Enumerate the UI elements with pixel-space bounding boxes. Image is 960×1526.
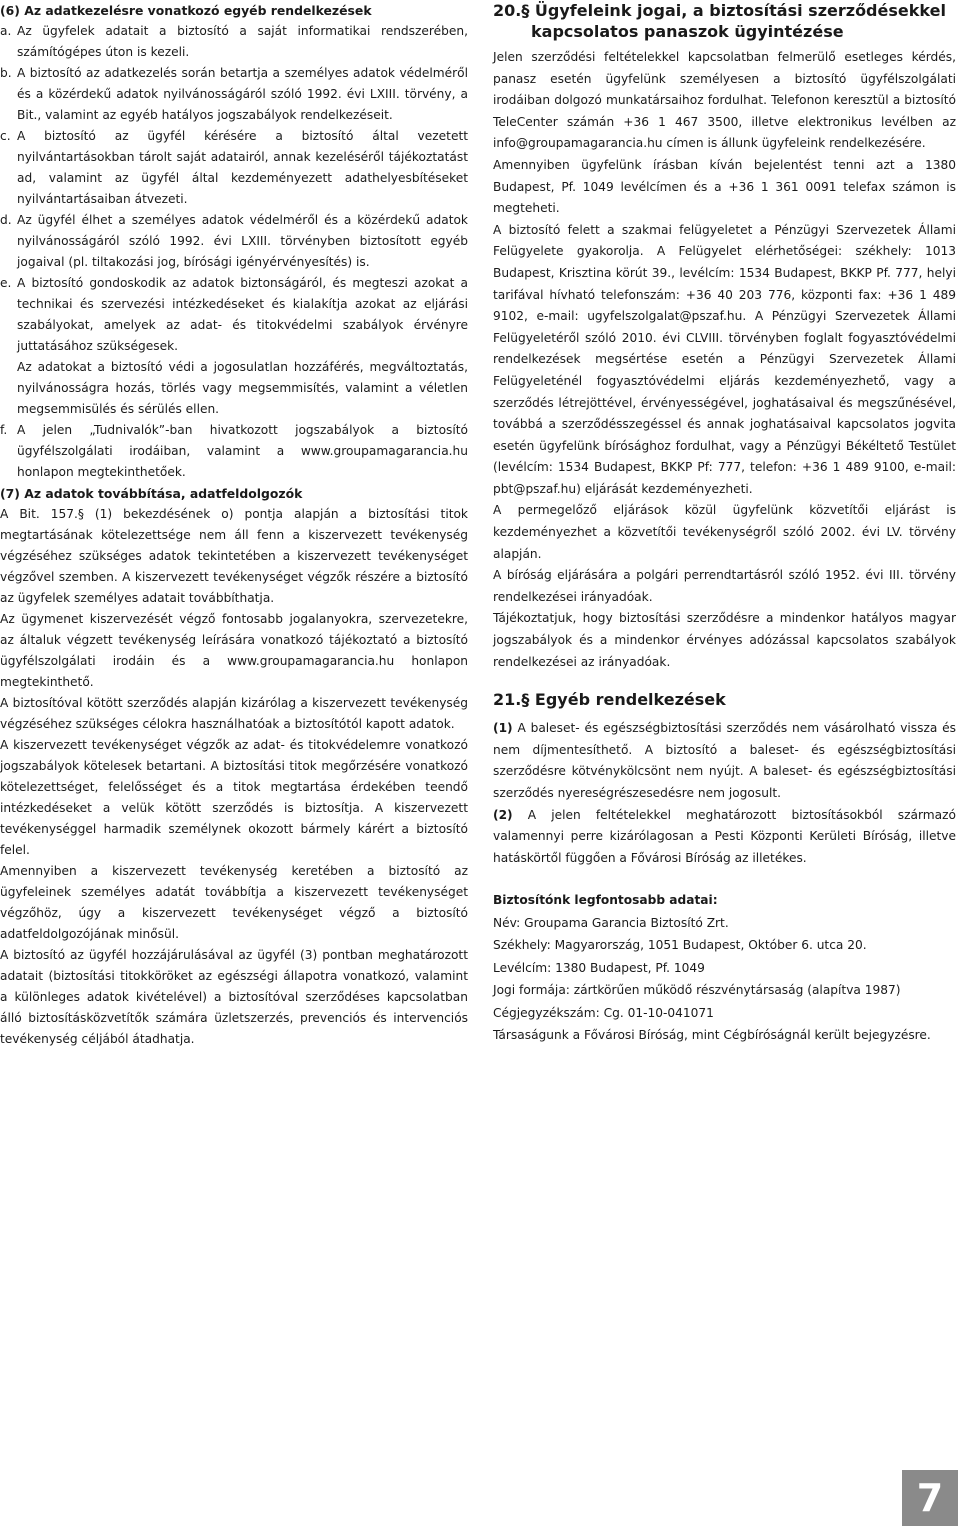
section-20-paragraph: A permegelőző eljárások közül ügyfelünk közvetítői eljárást is kezdeményezhet a közvetítői tevékenységről szóló 2002. évi LV. törvény alapján. xyxy=(493,503,956,561)
section-7-paragraph: A kiszervezett tevékenységet végzők az adat- és titokvédelemre vonatkozó jogszabályok kötelesek betartani. A biztosítási titok megőrzésére vonatkozó kötelezettséget, felelősséget és a titok megtartása érdekében teendő intézkedéseket a velük kötött szerződés is biztosítja. A kiszervezett tevékenységgel harmadik személynek okozott bármely kárért a biztosító felel. xyxy=(0,738,468,857)
section-7-title: (7) Az adatok továbbítása, adatfeldolgozók xyxy=(0,486,303,501)
paragraph-text: A jelen feltételekkel meghatározott biztosításokból származó valamennyi perre kizárólagosan a Pesti Központi Kerületi Bíróság, illetve hatáskörtől függően a Fővárosi Bíróság az illetékes. xyxy=(493,807,957,865)
company-info xyxy=(493,889,956,1047)
item-text: A jelen „Tudnivalók”-ban hivatkozott jogszabályok a biztosító ügyfélszolgálati irodáiban, valamint a www.groupamagarancia.hu honlapon megtekinthetőek. xyxy=(17,423,468,479)
company-info-line: Székhely: Magyarország, 1051 Budapest, Október 6. utca 20. xyxy=(493,938,867,953)
section-20-paragraph: Amennyiben ügyfelünk írásban kíván bejelentést tenni azt a 1380 Budapest, Pf. 1049 levélcímen és a +36 1 361 0091 telefax számon is megteheti. xyxy=(493,157,956,216)
item-label: e. xyxy=(0,276,12,290)
section-20-paragraph: A biztosító felett a szakmai felügyeletet a Pénzügyi Szervezetek Állami Felügyelete gyakorolja. A Felügyelet elérhetőségei: székhely: 1013 Budapest, Krisztina körút 39., levélcím: 1534 Budapest, BKKP Pf. 777, helyi tarifával hívható telefonszám: +36 40 203 776, központi fax: +36 1 489 9102, e-mail: ugyfelszolgalat@pszaf.hu. A Pénzügyi Szervezetek Állami Felügyeletéről szóló 2010. évi CLVIII. törvényben foglalt fogyasztóvédelmi rendelkezések megsértése esetén a Pénzügyi Szervezetek Állami Felügyeleténél fogyasztóvédelmi eljárás kezdeményezhető, vagy a szerződés létrejöttével, érvényességével, joghatásaival és megszűnésével, továbbá a szerződésszegéssel és annak joghatásaival kapcsolatos jogvita esetén ügyfelünk bírósághoz fordulhat, vagy a Pénzügyi Békéltető Testület (levélcím: 1534 Budapest, BKKP Pf: 777, telefon: +36 1 489 9100, e-mail: pbt@pszaf.hu) eljárását kezdeményezheti. xyxy=(493,222,956,496)
section-7-paragraph: A biztosító az ügyfél hozzájárulásával az ügyfél (3) pontban meghatározott adatait (biztosítási titokköröket az egészségi állapotra vonatkozó, valamint a különleges adatok kivételével) a biztosítóval szerződéses kapcsolatban álló biztosításközvetítők számára üzletszerzés, prevenciós és intervenciós tevékenység céljából átadhatja. xyxy=(0,948,468,1046)
section-7-paragraph: A Bit. 157.§ (1) bekezdésének o) pontja alapján a biztosítási titok megtartásának kötelezettsége nem áll fenn a kiszervezett tevékenység végzéséhez szükséges adatok tekintetében a kiszervezett tevékenységet végzővel szemben. A kiszervezett tevékenységet végzők részére a biztosító az ügyfelek személyes adatait továbbíthatja. xyxy=(0,507,468,605)
section-20-paragraph: A bíróság eljárására a polgári perrendtartásról szóló 1952. évi III. törvény rendelkezései irányadóak. xyxy=(493,568,956,604)
paragraph-text: A baleset- és egészségbiztosítási szerződés nem vásárolható vissza és nem díjmentesíthető. A biztosító a baleset- és egészségbiztosítási szerződésre kötvénykölcsönt nem nyújt. A baleset- és egészségbiztosítási szerződés nyereségrészesedésre nem jogosult. xyxy=(493,721,957,800)
item-label: d. xyxy=(0,213,12,227)
list-item xyxy=(0,126,468,210)
paragraph-number: (1) xyxy=(493,721,513,736)
item-label: b. xyxy=(0,66,12,80)
section-20-title xyxy=(493,0,956,42)
section-7-paragraph: Amennyiben a kiszervezett tevékenység keretében a biztosító az ügyfeleinek személyes adatát továbbítja a kiszervezett tevékenységet végzőhöz, úgy a kiszervezett tevékenységet végző a biztosító adatfeldolgozójának minősül. xyxy=(0,864,468,941)
section-7-paragraph: A biztosítóval kötött szerződés alapján kizárólag a kiszervezett tevékenység végzéséhez szükséges célokra használhatóak a biztosítótól kapott adatok. xyxy=(0,696,468,731)
list-item xyxy=(0,63,468,126)
right-column xyxy=(493,0,956,1047)
item-text: Az ügyfelek adatait a biztosító a saját informatikai rendszerében, számítógépes úton is kezeli. xyxy=(17,24,468,59)
list-item xyxy=(0,210,468,273)
company-info-title: Biztosítónk legfontosabb adatai: xyxy=(493,893,718,908)
company-info-line: Cégjegyzékszám: Cg. 01-10-041071 xyxy=(493,1005,714,1020)
item-label: f. xyxy=(0,423,8,437)
section-6-title: (6) Az adatkezelésre vonatkozó egyéb rendelkezések xyxy=(0,3,372,18)
section-21-title: 21.§ Egyéb rendelkezések xyxy=(493,690,726,710)
item-text: Az ügyfél élhet a személyes adatok védelméről és a közérdekű adatok nyilvánosságáról szóló 1992. évi LXIII. törvényben biztosított egyéb jogaival (pl. tiltakozási jog, bírósági igényérvényesítés) is. xyxy=(17,213,468,269)
list-item xyxy=(0,420,468,483)
item-label: c. xyxy=(0,129,11,143)
company-info-line: Jogi formája: zártkörűen működő részvénytársaság (alapítva 1987) xyxy=(493,983,901,998)
list-item xyxy=(0,273,468,357)
item-text: A biztosító gondoskodik az adatok biztonságáról, és megteszi azokat a technikai és szervezési intézkedéseket és kialakítja azokat az eljárási szabályokat, amelyek az adat- és titokvédelmi szabályok érvényre juttatásához szükségesek. xyxy=(17,276,468,353)
section-20-title-line2: kapcsolatos panaszok ügyintézése xyxy=(531,22,844,41)
section-20-paragraph: Jelen szerződési feltételekkel kapcsolatban felmerülő esetleges kérdés, panasz esetén ügyfelünk személyesen a biztosító ügyfélszolgálati irodáiban dolgozó munkatársaihoz fordulhat. Telefonon keresztül a biztosító TeleCenter számán +36 1 467 3500, illetve elektronikus levélben az info@groupamagarancia.hu címen is állunk ügyfeleink rendelkezésére. xyxy=(493,50,956,151)
item-text: A biztosító az adatkezelés során betartja a személyes adatok védelméről és a közérdekű adatok nyilvánosságáról szóló 1992. évi LXIII. törvény, a Bit., valamint az egyéb hatályos jogszabályok rendelkezéseit. xyxy=(17,66,468,122)
section-20-title-line1: 20.§ Ügyfeleink jogai, a biztosítási szerződésekkel xyxy=(493,1,946,20)
section-20-paragraph: Tájékoztatjuk, hogy biztosítási szerződésre a mindenkor hatályos magyar jogszabályok és a mindenkor érvényes adózással kapcsolatos szabályok rendelkezései az irányadóak. xyxy=(493,611,956,669)
item-e-continuation: Az adatokat a biztosító védi a jogosulatlan hozzáférés, megváltoztatás, nyilvánosságra hozás, törlés vagy megsemmisítés, valamint a véletlen megsemmisülés és sérülés ellen. xyxy=(17,360,468,416)
section-7-paragraph: Az ügymenet kiszervezését végző fontosabb jogalanyokra, szervezetekre, az általuk végzett tevékenység leírására vonatkozó tájékoztató a biztosító ügyfélszolgálati irodáin és a www.groupamagarancia.hu honlapon megtekinthető. xyxy=(0,612,468,689)
company-info-line: Levélcím: 1380 Budapest, Pf. 1049 xyxy=(493,960,705,975)
paragraph-number: (2) xyxy=(493,807,513,822)
section-21-paragraph xyxy=(493,718,956,804)
item-label: a. xyxy=(0,24,12,38)
list-item xyxy=(0,21,468,63)
left-column xyxy=(0,0,468,1050)
section-21-paragraph xyxy=(493,805,956,870)
company-info-line: Név: Groupama Garancia Biztosító Zrt. xyxy=(493,915,729,930)
page-number: 7 xyxy=(902,1470,958,1526)
item-text: A biztosító az ügyfél kérésére a biztosító által vezetett nyilvántartásokban tárolt saját adatairól, annak kezeléséről tájékoztatást ad, valamint az ügyfél által kezdeményezett adathelyesbítéseket nyilvántartásaiban átvezeti. xyxy=(17,129,468,206)
company-info-line: Társaságunk a Fővárosi Bíróság, mint Cégbíróságnál került bejegyzésre. xyxy=(493,1028,931,1043)
